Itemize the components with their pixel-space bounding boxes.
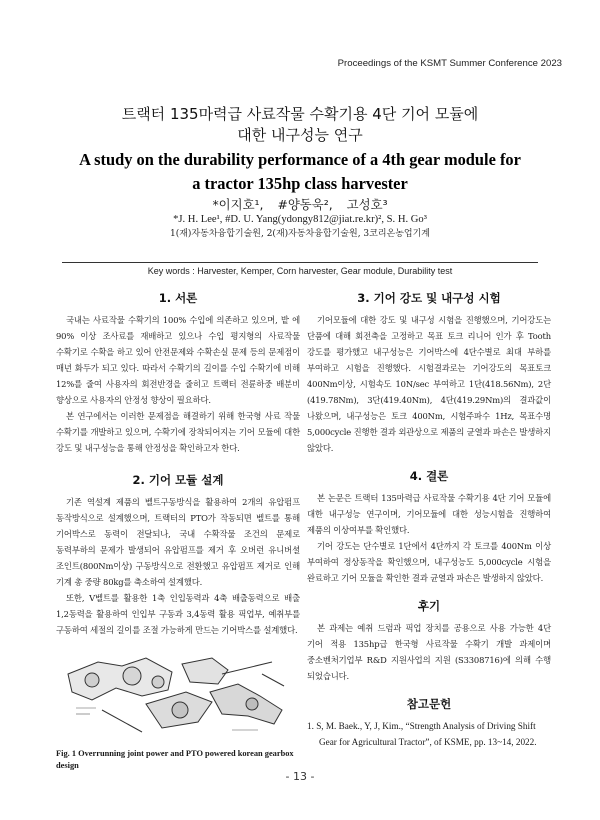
design-paragraph-2: 또한, V벨트를 활용한 1축 인입동력과 4축 배출동력으로 배출 1,2동력을 활용하여 인입부 구동과 3,4동력 활용 픽업부, 예취부를 구동하여 세절의 길이를 조절 가능하게 만드는 기어박스를 설계했다. (56, 593, 300, 635)
figure-caption: Fig. 1 Overrunning joint power and PTO powered korean gearbox design (56, 749, 294, 770)
english-title-line-1: A study on the durability performance of a 4th gear module for (79, 150, 521, 169)
korean-authors (40, 197, 560, 213)
conclusion-paragraph-2: 기어 강도는 단수별로 1단에서 4단까지 각 토크를 400Nm 이상 부여하여 정상동작을 확인했으며, 내구성능도 5,000cycle 시험을 완료하고 기어 모듈을 확인한 결과 균열과 파손은 발생하지 않았다. (307, 541, 551, 583)
intro-paragraph-1: 국내는 사료작물 수확기의 100% 수입에 의존하고 있으며, 밭 에 90% 이상 조사료를 재배하고 있으나 수입 평지형의 사료작물 수확기로 수확을 하고 있어 안전문제와 수확손실 문제 등의 문제점이 매년 화두가 되고 있다. 따라서 수확기의 길이를 수입 수확기에 비해 12%를 줄여 사용자의 회전반경을 줄히고 트랙터 전륜하중 배분비 향상으로 사용자의 안정성 향상이 필요하다. (56, 315, 300, 405)
gearbox-figure (62, 644, 290, 740)
title-block (40, 104, 560, 242)
section-title-design: 2. 기어 모듈 설계 (132, 473, 224, 487)
acknowledgement-paragraph: 본 과제는 예취 드럼과 픽업 장치를 공용으로 사용 가능한 4단 기어 적용 135hp급 한국형 사료작물 수확기 개발 과제이며 중소벤처기업부 R&D 지원사업의 지원 (S3308716)에 의해 수행 되었습니다. (307, 623, 551, 681)
left-column (56, 290, 300, 772)
section-title-acknowledgement: 후기 (417, 599, 441, 613)
korean-title-line-1: 트랙터 135마력급 사료작물 수확기용 4단 기어 모듈에 (121, 105, 479, 123)
author-ko-3: 고성호³ (346, 197, 388, 212)
section-title-introduction: 1. 서론 (158, 291, 198, 305)
section-title-conclusion: 4. 결론 (409, 469, 449, 483)
test-paragraph-1: 기어모듈에 대한 강도 및 내구성 시험을 진행했으며, 기어강도는 단품에 대해 회전축을 고정하고 목표 토크 리니어 인가 후 Tooth 강도를 평가했고 내구성능은 기어박스에 4단수별로 최대 부하를 부여하고 시험을 진행했다. 시험결과로는 기어강도의 목표토크 400Nm이상, 시험속도 10N/sec 부여하고 1단(418.56Nm), 2단(419.78Nm), 3단(419.40Nm), 4단(419.29Nm)의 결과값이 나왔으며, 내구성능은 토크 400Nm, 시험주파수 1Hz, 목표수명 5,000cycle 진행한 결과 외관상으로 제품의 균열과 파손은 발생하지 않았다. (307, 315, 551, 453)
right-column (307, 290, 551, 750)
english-authors: *J. H. Lee¹, #D. U. Yang(ydongy812@jiat.re.kr)², S. H. Go³ (173, 214, 427, 225)
keywords-divider (62, 262, 538, 263)
reference-item: 1. S, M. Baek., Y, J, Kim., “Strength Analysis of Driving Shift Gear for Agricultural Tractor”, of KSME, pp. 13~14, 2022. (307, 721, 537, 747)
page-number: - 13 - (285, 770, 315, 783)
section-title-test: 3. 기어 강도 및 내구성 시험 (357, 291, 501, 305)
author-ko-2: #양동욱², (277, 197, 333, 212)
korean-title-line-2: 대한 내구성능 연구 (237, 126, 363, 144)
section-title-references: 참고문헌 (406, 697, 452, 711)
running-header: Proceedings of the KSMT Summer Conference 2023 (337, 58, 562, 69)
keywords: Key words : Harvester, Kemper, Corn harvester, Gear module, Durability test (147, 266, 453, 276)
design-paragraph-1: 기존 역설계 제품의 벨트구동방식을 활용하여 2개의 유압펌프 동작방식으로 설계했으며, 트랙터의 PTO가 작동되면 벨트를 통해 기어박스로 동력이 전달되나, 국내 수확작물 조건의 문제로 동력부하의 문제가 발생되어 유압펌프를 제거 후 오버런 유니버셜 조인트(800Nm이상) 구동방식으로 전환했고 유압펌프 제거로 인해 기계 총 중량 80kg를 축소하여 설계했다. (56, 497, 300, 587)
english-title-line-2: a tractor 135hp class harvester (192, 173, 408, 193)
conclusion-paragraph-1: 본 논문은 트랙터 135마력급 사료작물 수확기용 4단 기어 모듈에 대한 내구성능 연구이며, 기어모듈에 대한 성능시험을 진행하여 제품의 이상여부를 확인했다. (307, 493, 551, 535)
affiliations: 1(재)자동차융합기술원, 2(재)자동차융합기술원, 3코리온농업기계 (169, 229, 431, 239)
intro-paragraph-2: 본 연구에서는 이러한 문제점을 해결하기 위해 한국형 사료 작물 수확기를 개발하고 있으며, 수확기에 장착되어지는 기어 모듈에 대한 강도 및 내구성능을 통해 안정성을 확인하고자 한다. (56, 411, 300, 453)
author-ko-1: *이지호¹, (212, 197, 264, 212)
